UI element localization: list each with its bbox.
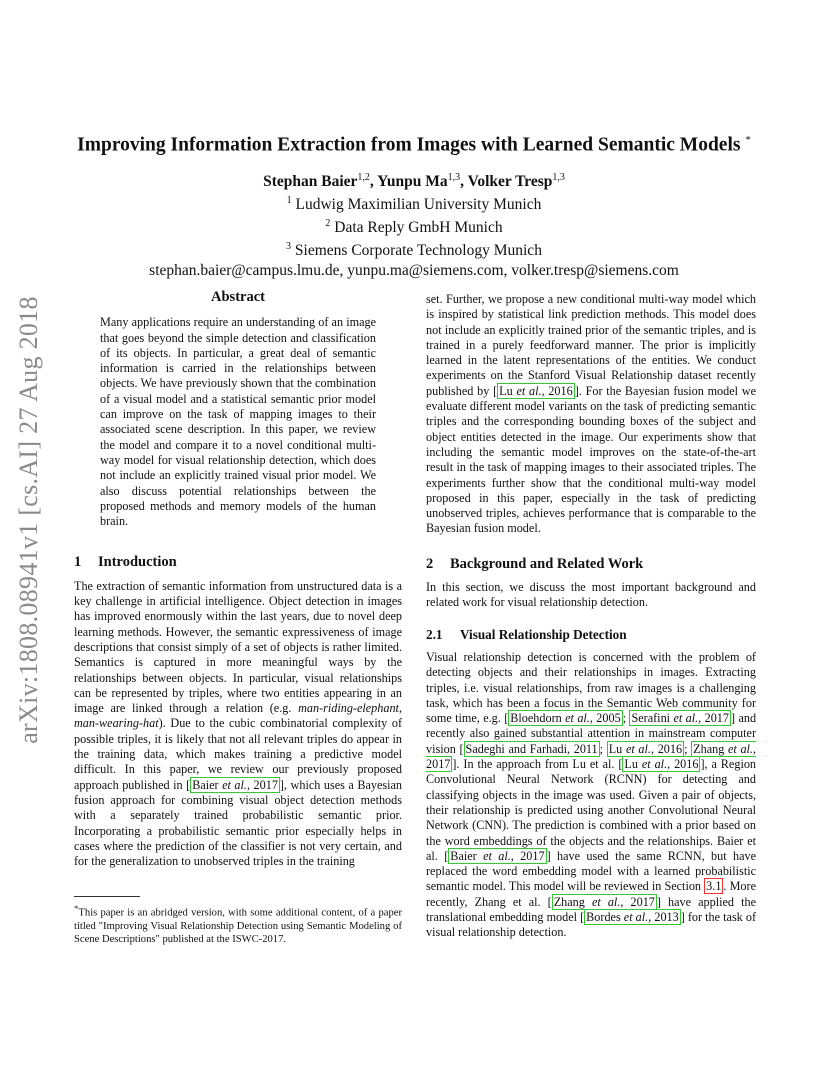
section-title: Introduction <box>98 554 177 571</box>
affiliation-3-text: Siemens Corporate Technology Munich <box>291 242 542 260</box>
right-column <box>426 292 756 941</box>
citation-year: , 2005 <box>589 711 621 726</box>
citation-year: , 2016 <box>667 757 699 772</box>
author-2-affil: 1,3 <box>447 172 461 183</box>
affiliation-2-text: Data Reply GmbH Munich <box>330 219 503 237</box>
section-heading-introduction <box>74 555 402 570</box>
intro-text-2: , <box>398 701 402 716</box>
vrd-text-8: ] have used the same RCNN, but have replaced the word embedding model with a learned probabilistic semantic model. This model will be reviewed in Section <box>426 848 757 894</box>
footnote-mark: * <box>74 903 79 913</box>
citation-link[interactable] <box>508 710 622 726</box>
citation-year: , 2017 <box>698 711 729 726</box>
author-block <box>70 168 758 280</box>
author-emails: stephan.baier@campus.lmu.de, yunpu.ma@siemens.com, volker.tresp@siemens.com <box>149 261 679 279</box>
title-footnote-mark[interactable]: * <box>745 134 751 146</box>
background-paragraph: In this section, we discuss the most important background and related work for visual relationship detection. <box>426 580 756 610</box>
intro-text-1: The extraction of semantic information from unstructured data is a key challenge in artificial intelligence. Object detection in images has improved enormously within the last years, due to novel deep learning methods. However, the semantic expressiveness of image descriptions that consist simply of a set of objects is rather limited. Semantics is captured in more meaningful ways by the relationships between objects. In particular, visual relationships can be represented by triples, where two entities appearing in an image are linked through a relation (e.g. <box>74 578 402 716</box>
citation-etal: et al. <box>641 757 668 772</box>
citation-author: Serafini <box>631 711 674 726</box>
citation-author: Bloehdorn <box>510 711 566 726</box>
vrd-text-3: ] and recently also gained substantial attention in mainstream computer vision [ <box>426 711 757 756</box>
citation-link[interactable] <box>584 909 681 925</box>
citation-author: Lu <box>608 741 626 756</box>
citation-author: Lu <box>624 757 642 772</box>
citation-etal: et al. <box>623 909 649 924</box>
vrd-text-7: ], a Region Convolutional Neural Network (RCNN) for detecting and classifying objects in the image was used. Given a pair of objects, their relationship is predicted using another Convolutional Neural Network (CNN). The prediction is combined with a prior based on the word embeddings of the objects and the relationships. Baier et al. [ <box>426 757 757 863</box>
citation-etal: et al. <box>727 741 753 756</box>
vrd-text-11: ] for the task of visual relationship detection. <box>426 909 757 940</box>
vrd-text-5: ; <box>684 741 692 756</box>
vrd-paragraph <box>426 650 756 941</box>
affiliation-1-mark: 1 <box>286 195 292 207</box>
footnote-text: This paper is an abridged version, with some additional content, of a paper titled "Improving Visual Relationship Detection using Semantic Modeling of Scene Descriptions" published at the ISWC-2017. <box>74 907 402 945</box>
citation-etal: et al. <box>591 894 621 909</box>
citation-link[interactable] <box>607 741 684 757</box>
affiliation-2-mark: 2 <box>325 218 331 230</box>
continuation-text-1: set. Further, we propose a new conditional multi-way model which is inspired by statistical link prediction methods. This model does not include an explicitly trained prior of the semantic triples, and is trained in a purely feedforward manner. The prior is implicitly learned in the latent representations of the entities. We conduct experiments on the Stanford Visual Relationship dataset recently published by [ <box>426 292 756 398</box>
affiliation-2 <box>70 214 758 237</box>
citation-link[interactable] <box>552 894 657 910</box>
intro-text-3: ). Due to the cubic combinatorial complexity of possible triples, it is likely that not all relevant triples do appear in the training data, which makes training a predictive model difficult. In this paper, we review our previously proposed approach published in <box>74 716 402 792</box>
author-2: , Yunpu Ma <box>369 173 448 191</box>
subsection-title: Visual Relationship Detection <box>460 626 627 642</box>
introduction-paragraph <box>74 579 402 870</box>
subsection-number: 2.1 <box>426 626 443 642</box>
affiliation-1 <box>70 191 758 214</box>
citation-link[interactable] <box>497 383 575 399</box>
subsection-heading-vrd <box>426 627 756 642</box>
citation-year: , 2017 <box>426 741 757 772</box>
citation-author: Baier <box>192 777 223 792</box>
vrd-text-4: ; <box>599 741 607 756</box>
citation-etal: et al. <box>516 383 542 398</box>
arxiv-identifier-stamp[interactable]: arXiv:1808.08941v1 [cs.AI] 27 Aug 2018 <box>14 296 43 744</box>
citation-etal: et al. <box>565 711 590 726</box>
citation-year: , 2017 <box>620 894 655 909</box>
vrd-text-6: ]. In the approach from Lu et al. [ <box>452 757 623 772</box>
section-title: Background and Related Work <box>450 555 644 572</box>
affiliation-3-mark: 3 <box>286 241 292 253</box>
citation-etal: et al. <box>673 711 699 726</box>
citation-year: , 2016 <box>650 741 683 756</box>
citation-etal: et al. <box>483 848 511 863</box>
section-ref-link[interactable]: 3.1 <box>706 879 722 894</box>
section-number: 2 <box>426 555 434 572</box>
footnote-rule <box>74 896 140 897</box>
intro-continuation-paragraph <box>426 292 756 537</box>
vrd-text-2: ; <box>622 711 630 726</box>
citation-etal: et al. <box>625 741 651 756</box>
citation-year: , 2013 <box>648 909 679 924</box>
intro-example-2: man-wearing-hat <box>74 716 159 731</box>
citation-link[interactable] <box>622 756 700 772</box>
vrd-text-1: Visual relationship detection is concerned with the problem of detecting objects and their relationships in images. Extracting triples, i.e. visual relationships, from raw images is a challenging task, which has been a focus in the Semantic Web community for some time, e.g. [ <box>426 649 756 726</box>
citation-author: Lu <box>499 383 517 398</box>
citation-year: , 2016 <box>541 383 573 398</box>
author-3: , Volker Tresp <box>460 173 553 191</box>
citation-link[interactable]: Sadeghi and Farhadi, 2011 <box>465 741 598 756</box>
citation-author: Baier <box>450 848 484 863</box>
affiliation-1-text: Ludwig Maximilian University Munich <box>291 196 542 214</box>
intro-text-4: ], which uses a Bayesian fusion approach for combining visual object detection methods with a separately trained probabilistic semantic prior. Incorporating a probabilistic semantic prior especially helps in cases where the prediction of the classifier is not very certain, and for the generalization to unobserved triples in the training <box>74 777 402 869</box>
citation-link[interactable] <box>448 848 546 864</box>
left-column <box>74 290 402 869</box>
paper-title <box>70 128 758 158</box>
author-1: Stephan Baier <box>263 173 358 191</box>
citation-link[interactable] <box>629 710 731 726</box>
citation-year: , 2017 <box>246 777 278 792</box>
citation-author: Zhang <box>553 894 592 909</box>
abstract-body: Many applications require an understanding of an image that goes beyond the simple detection and classification of its objects. In particular, a great deal of semantic information is carried in the relationships between objects. We have previously shown that the combination of a visual model and a statistical semantic prior model can improve on the task of mapping images to their associated scene description. In this paper, we review the model and compare it to a novel conditional multi-way model for visual relationship detection, which does not include an explicitly trained visual prior model. We also discuss potential relationships between the proposed methods and memory models of the human brain. <box>100 315 376 529</box>
section-number: 1 <box>74 554 82 571</box>
paper-title-text: Improving Information Extraction from Images with Learned Semantic Models <box>77 134 741 156</box>
citation-author: Zhang <box>693 741 728 756</box>
abstract-heading: Abstract <box>211 289 265 305</box>
footnote <box>74 902 402 946</box>
author-3-affil: 1,3 <box>552 172 565 183</box>
citation-etal: et al. <box>222 777 247 792</box>
intro-example-1: man-riding-elephant <box>298 701 399 716</box>
citation-year: , 2017 <box>510 848 545 863</box>
author-names <box>70 168 758 191</box>
vrd-text-9: . More recently, Zhang et al. [ <box>426 879 756 909</box>
section-heading-background <box>426 557 756 572</box>
affiliation-3 <box>70 237 758 260</box>
citation-link[interactable] <box>190 777 280 793</box>
vrd-text-10: ] have applied the translational embedding model [ <box>426 894 756 924</box>
author-1-affil: 1,2 <box>357 172 370 183</box>
continuation-text-2: ]. For the Bayesian fusion model we evaluate different model variants on the task of predicting semantic triples and the corresponding bounding boxes of the subject and object entities detected in the image. Our experiments show that including the semantic model improves on the state-of-the-art result in the task of mapping images to their associated triples. The experiments further show that the conditional multi-way model proposed in this paper, especially in the task of predicting unobserved triples, achieves performance that is comparable to the Bayesian fusion model. <box>426 383 756 536</box>
intro-bracket: [ <box>186 777 191 792</box>
citation-author: Bordes <box>586 909 624 924</box>
